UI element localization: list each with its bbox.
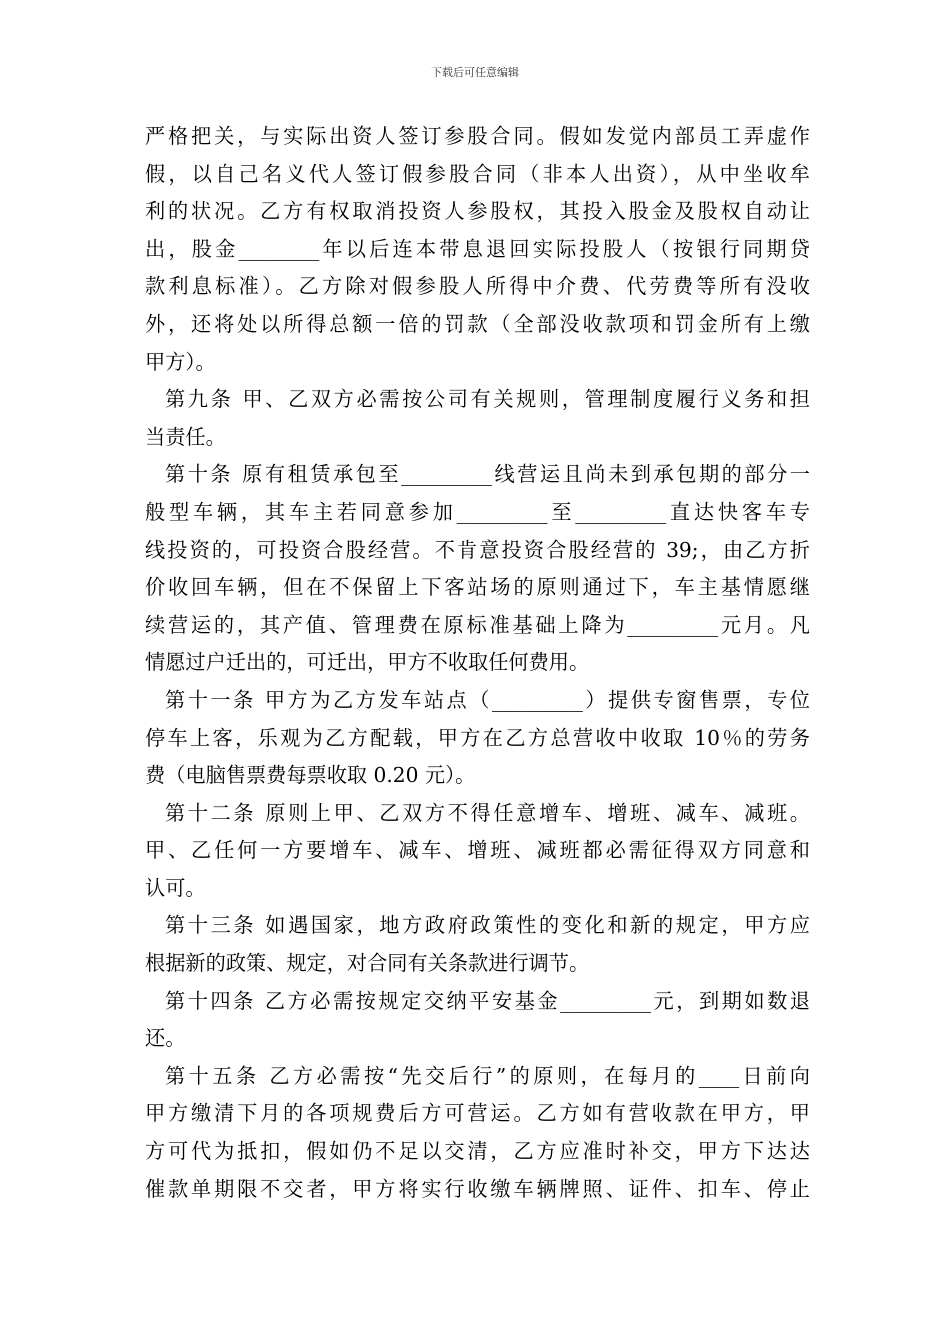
- paragraph-article-13: [145, 907, 810, 982]
- text-line: 当责任。: [145, 424, 226, 449]
- paragraph-article-10: [145, 456, 810, 682]
- text-line: 第十条 原有租赁承包至_________线营运且尚未到承包期的部分一: [165, 462, 810, 487]
- text-line: 第十一条 甲方为乙方发车站点（_________）提供专窗售票，专位: [165, 687, 810, 712]
- text-line: 外，还将处以所得总额一倍的罚款（全部没收款项和罚金所有上缴: [145, 311, 810, 336]
- text-line: 续营运的，其产值、管理费在原标准基础上降为_________元月。凡: [145, 612, 810, 637]
- text-line: 停车上客，乐观为乙方配载，甲方在乙方总营收中收取 10％的劳务: [145, 725, 810, 750]
- text-line: 般型车辆，其车主若同意参加_________至_________直达快客车专: [145, 499, 810, 524]
- text-line: 第十二条 原则上甲、乙双方不得任意增车、增班、减车、减班。: [165, 800, 810, 825]
- text-line: 方可代为抵扣，假如仍不足以交清，乙方应准时补交，甲方下达达: [145, 1139, 810, 1164]
- paragraph-article-12: [145, 795, 810, 908]
- text-line: 还。: [145, 1026, 186, 1051]
- text-line: 价收回车辆，但在不保留上下客站场的原则通过下，车主基情愿继: [145, 575, 810, 600]
- text-line: 第十三条 如遇国家，地方政府政策性的变化和新的规定，甲方应: [165, 913, 810, 938]
- page-header: 下载后可任意编辑: [431, 66, 519, 79]
- text-line: 第十五条 乙方必需按“先交后行”的原则，在每月的____日前向: [165, 1063, 810, 1088]
- text-line: 线投资的，可投资合股经营。不肯意投资合股经营的 39;，由乙方折: [145, 537, 810, 562]
- paragraph-article-9: [145, 381, 810, 456]
- text-line: 情愿过户迁出的，可迁出，甲方不收取任何费用。: [145, 650, 590, 675]
- paragraph-article-15: [145, 1058, 810, 1208]
- text-line: 甲方缴清下月的各项规费后方可营运。乙方如有营收款在甲方，甲: [145, 1101, 810, 1126]
- text-line: 甲、乙任何一方要增车、减车、增班、减班都必需征得双方同意和: [145, 838, 810, 863]
- text-line: 催款单期限不交者，甲方将实行收缴车辆牌照、证件、扣车、停止: [145, 1176, 810, 1201]
- text-line: 根据新的政策、规定，对合同有关条款进行调节。: [145, 951, 590, 976]
- text-line: 第九条 甲、乙双方必需按公司有关规则，管理制度履行义务和担: [165, 387, 810, 412]
- document-body: [145, 118, 810, 1208]
- text-line: 认可。: [145, 875, 206, 900]
- text-line: 甲方）。: [145, 349, 216, 374]
- text-line: 假，以自己名义代人签订假参股合同（非本人出资），从中坐收牟: [145, 161, 810, 186]
- text-line: 款利息标准）。乙方除对假参股人所得中介费、代劳费等所有没收: [145, 274, 810, 299]
- paragraph-article-14: [145, 983, 810, 1058]
- paragraph-article-11: [145, 682, 810, 795]
- text-line: 出，股金________年以后连本带息退回实际投股人（按银行同期贷: [145, 236, 810, 261]
- text-line: 第十四条 乙方必需按规定交纳平安基金_________元，到期如数退: [165, 988, 810, 1013]
- text-line: 费（电脑售票费每票收取 0.20 元）。: [145, 763, 476, 788]
- paragraph-continuation: [145, 118, 810, 381]
- text-line: 利的状况。乙方有权取消投资人参股权，其投入股金及股权自动让: [145, 199, 810, 224]
- text-line: 严格把关，与实际出资人签订参股合同。假如发觉内部员工弄虚作: [145, 124, 810, 148]
